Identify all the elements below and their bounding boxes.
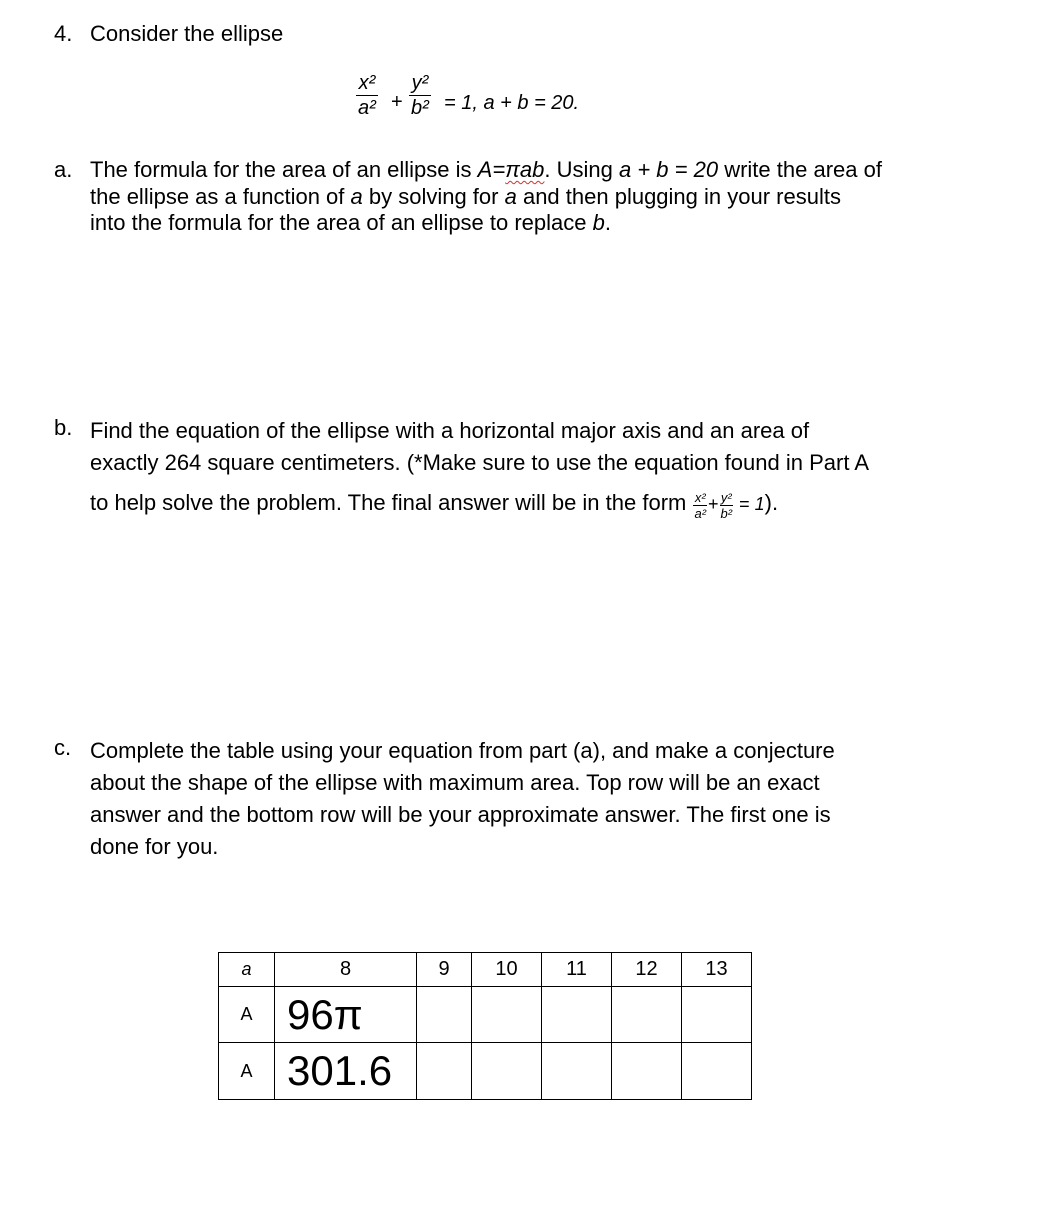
equation-x-fraction	[356, 72, 378, 119]
text-span: The formula for the area of an ellipse is	[90, 157, 478, 182]
part-c-marker: c.	[54, 735, 72, 760]
part-b-line-2: exactly 264 square centimeters. (*Make sure to use the equation found in Part A	[90, 450, 870, 475]
table-cell-empty[interactable]	[612, 1043, 682, 1100]
equation-x-numerator: x²	[358, 72, 376, 94]
part-c-line-2: about the shape of the ellipse with maximum area. Top row will be an exact	[90, 770, 820, 795]
table-header-row	[219, 953, 752, 987]
table-cell-empty[interactable]	[417, 987, 472, 1043]
part-a-text	[90, 157, 970, 237]
equation-x-denominator: a²	[358, 97, 376, 119]
table-header-cell: 12	[612, 953, 682, 987]
table-header-cell: 9	[417, 953, 472, 987]
question-title: Consider the ellipse	[90, 21, 284, 46]
part-c-line-4: done for you.	[90, 834, 219, 859]
part-b-text	[90, 415, 970, 520]
part-a-line-2	[90, 184, 970, 211]
part-c-line-1: Complete the table using your equation from part (a), and make a conjecture	[90, 738, 835, 763]
part-a-marker: a.	[54, 157, 73, 182]
part-c-text	[90, 735, 970, 863]
table-row-label: A	[219, 1043, 275, 1100]
table-header-cell: 13	[682, 953, 752, 987]
table-cell-empty[interactable]	[542, 1043, 612, 1100]
table-row-exact	[219, 987, 752, 1043]
text-span: to help solve the problem. The final answer will be in the form	[90, 490, 693, 515]
text-span: .	[604, 210, 612, 235]
table-header-label: a	[219, 953, 275, 987]
table-cell-empty[interactable]	[542, 987, 612, 1043]
table-cell-empty[interactable]	[472, 987, 542, 1043]
fraction-bar	[409, 95, 431, 96]
table-header-cell: 11	[542, 953, 612, 987]
equation-plus: +	[391, 91, 403, 113]
variable-a: a	[350, 183, 363, 209]
form-x-denominator: a²	[694, 505, 707, 521]
part-b-line-3	[90, 487, 970, 520]
table-row-approx	[219, 1043, 752, 1100]
form-x-fraction	[693, 491, 707, 520]
part-a-line-1	[90, 157, 970, 184]
fraction-bar	[356, 95, 378, 96]
table-row-label: A	[219, 987, 275, 1043]
area-table	[218, 952, 752, 1100]
part-b-line-1: Find the equation of the ellipse with a horizontal major axis and an area of	[90, 418, 810, 443]
sum-condition: a + b = 20	[619, 157, 719, 182]
text-span: by solving for	[362, 183, 505, 209]
table-cell-approx-first: 301.6	[275, 1043, 417, 1100]
form-y-numerator: y²	[720, 489, 732, 505]
answer-form-equation	[692, 489, 765, 521]
part-b-marker: b.	[54, 415, 73, 440]
variable-b: b	[592, 210, 605, 235]
area-formula-lhs: A=	[477, 157, 506, 182]
question-number: 4.	[54, 21, 73, 46]
table-cell-empty[interactable]	[612, 987, 682, 1043]
table-cell-empty[interactable]	[682, 987, 752, 1043]
table-cell-empty[interactable]	[682, 1043, 752, 1100]
form-y-denominator: b²	[720, 505, 733, 521]
form-x-numerator: x²	[694, 489, 706, 505]
text-span: into the formula for the area of an ellipse to replace	[90, 210, 593, 235]
part-c-line-3: answer and the bottom row will be your approximate answer. The first one is	[90, 802, 831, 827]
text-span: write the area of	[718, 157, 882, 182]
equation-y-fraction	[409, 72, 431, 119]
equation-y-numerator: y²	[411, 72, 429, 94]
form-one: 1	[754, 494, 765, 514]
table-cell-empty[interactable]	[417, 1043, 472, 1100]
form-equals: =	[734, 494, 755, 514]
text-span: and then plugging in your results	[516, 183, 841, 209]
table-header-cell: 10	[472, 953, 542, 987]
equation-y-denominator: b²	[411, 97, 429, 119]
text-span: . Using	[544, 157, 619, 182]
text-span: ).	[764, 490, 779, 515]
table-cell-empty[interactable]	[472, 1043, 542, 1100]
form-plus: +	[708, 494, 719, 514]
table-cell-exact-first: 96π	[275, 987, 417, 1043]
form-y-fraction	[720, 491, 734, 520]
area-formula-rhs: πab	[505, 157, 545, 182]
part-a-line-3	[90, 210, 970, 237]
equation-condition: = 1, a + b = 20.	[444, 92, 580, 114]
text-span: the ellipse as a function of	[90, 183, 351, 209]
variable-a: a	[504, 183, 517, 209]
table-header-cell: 8	[275, 953, 417, 987]
